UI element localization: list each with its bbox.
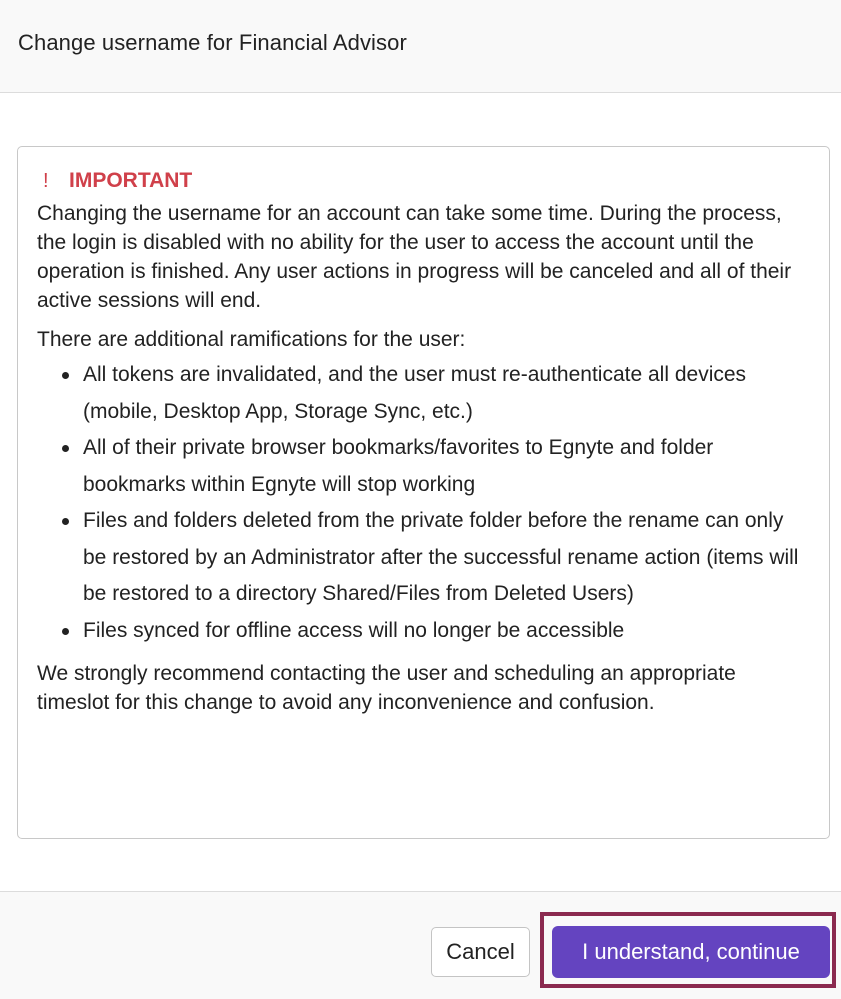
ramifications-lead-text: There are additional ramifications for the user: (37, 328, 466, 351)
list-item (37, 357, 810, 430)
list-item-text: All of their private browser bookmarks/favorites to Egnyte and folder bookmarks within Egnyte will stop working (83, 436, 714, 496)
cancel-button[interactable]: Cancel (431, 927, 530, 977)
warning-intro-text: Changing the username for an account can take some time. During the process, the login is disabled with no ability for the user to access the account until the operation is finished. Any user actions in progress will be canceled and all of their active sessions will end. (37, 202, 792, 312)
list-item-text: Files and folders deleted from the private folder before the rename can only be restored by an Administrator after the successful rename action (items will be restored to a directory Shared/Files from Deleted Users) (83, 509, 799, 605)
exclamation-icon: ! (43, 169, 49, 192)
dialog-body (0, 93, 841, 891)
bullet-icon (62, 372, 69, 379)
confirm-continue-button[interactable]: I understand, continue (552, 926, 830, 978)
bullet-icon (62, 445, 69, 452)
dialog-title: Change username for Financial Advisor (18, 30, 407, 55)
bullet-icon (62, 518, 69, 525)
bullet-icon (62, 628, 69, 635)
list-item (37, 613, 810, 650)
dialog-header (0, 0, 841, 93)
list-item-text: Files synced for offline access will no longer be accessible (83, 618, 625, 642)
warning-heading-label: IMPORTANT (69, 169, 193, 192)
list-item (37, 503, 810, 613)
list-item (37, 430, 810, 503)
important-warning-box (17, 146, 830, 839)
list-item-text: All tokens are invalidated, and the user must re-authenticate all devices (mobile, Desktop App, Storage Sync, etc.) (83, 363, 747, 423)
dialog-footer (0, 891, 841, 999)
ramifications-list (37, 357, 810, 649)
recommendation-text: We strongly recommend contacting the user and scheduling an appropriate timeslot for this change to avoid any inconvenience and confusion. (37, 662, 736, 714)
warning-heading (37, 167, 810, 195)
